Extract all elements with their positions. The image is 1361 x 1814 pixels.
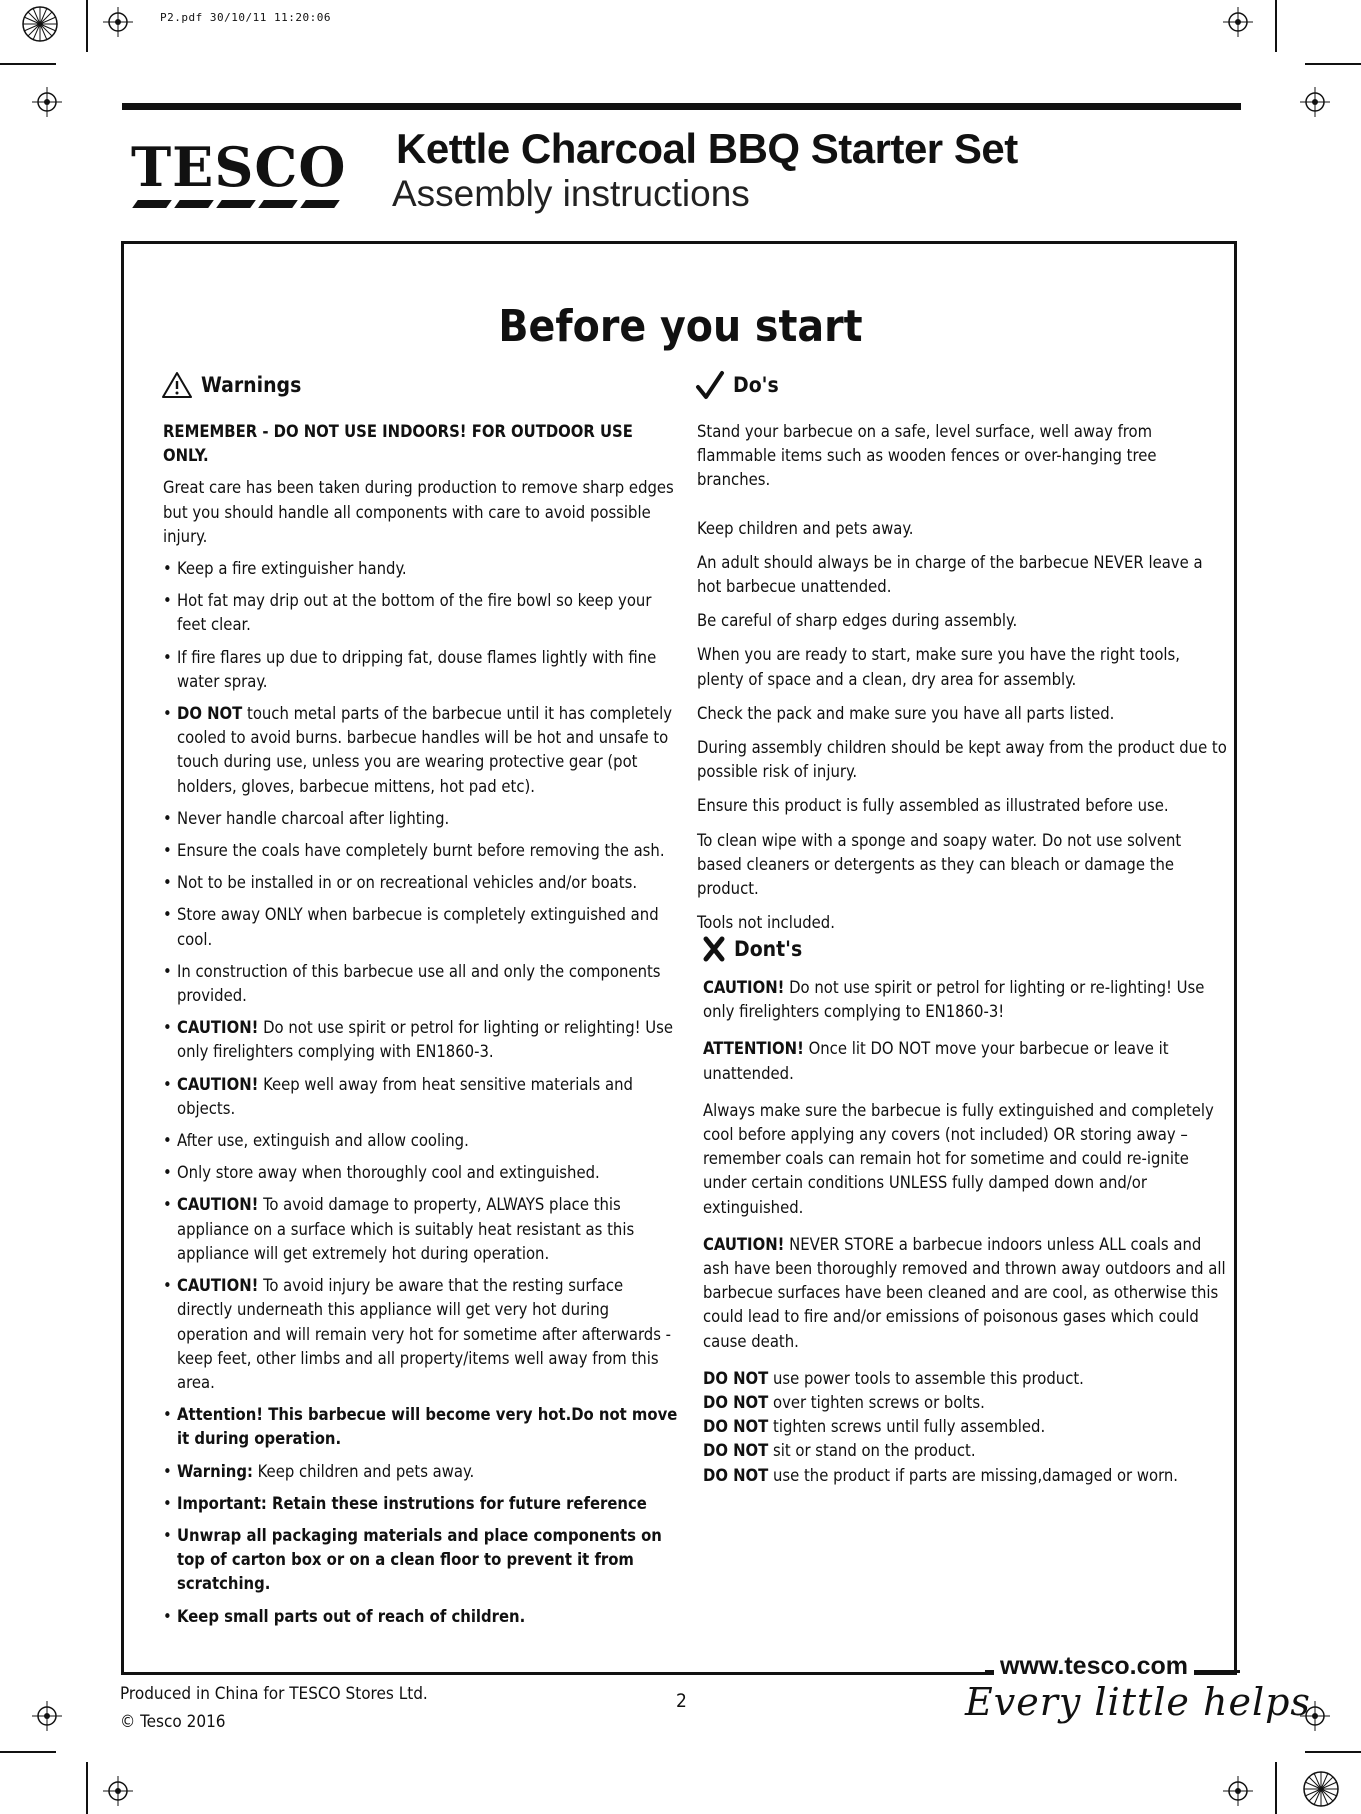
list-item: CAUTION! Do not use spirit or petrol for lighting or re-lighting! Use only firelighters complying to EN1860-3! bbox=[703, 978, 1205, 1022]
crop-mark bbox=[0, 63, 56, 65]
warnings-intro: Great care has been taken during production to remove sharp edges but you should handle all components with care to avoid possible injury. bbox=[163, 478, 674, 546]
list-item: • Ensure the coals have completely burnt before removing the ash. bbox=[163, 839, 683, 863]
list-item: During assembly children should be kept away from the product due to possible risk of injury. bbox=[697, 738, 1227, 782]
pdf-print-info: P2.pdf 30/10/11 11:20:06 bbox=[160, 11, 331, 24]
product-title: Kettle Charcoal BBQ Starter Set bbox=[396, 125, 1018, 172]
list-item: Check the pack and make sure you have all parts listed. bbox=[697, 703, 1115, 723]
list-item: • Only store away when thoroughly cool and extinguished. bbox=[163, 1161, 683, 1185]
list-item: Keep children and pets away. bbox=[697, 518, 914, 538]
list-item: • If fire flares up due to dripping fat, douse flames lightly with fine water spray. bbox=[163, 646, 683, 694]
list-item: • Store away ONLY when barbecue is completely extinguished and cool. bbox=[163, 903, 683, 951]
crosshair-registration-mark bbox=[32, 1701, 62, 1731]
header-rule bbox=[122, 103, 1241, 110]
list-item: • CAUTION! Do not use spirit or petrol for lighting or relighting! Use only firelighters complying with EN1860-3. bbox=[163, 1016, 683, 1064]
warning-triangle-icon bbox=[161, 371, 193, 399]
list-item: • CAUTION! To avoid injury be aware that the resting surface directly underneath this appliance will get very hot during operation and will remain very hot for sometime after afterwards - keep feet, other limbs and all property/items well away from this area. bbox=[163, 1274, 683, 1395]
warnings-list bbox=[163, 557, 683, 1629]
crosshair-registration-mark bbox=[103, 7, 133, 37]
list-item: • Unwrap all packaging materials and place components on top of carton box or on a clean floor to prevent it from scratching. bbox=[163, 1524, 683, 1597]
list-item: • CAUTION! Keep well away from heat sensitive materials and objects. bbox=[163, 1073, 683, 1121]
brand-tagline: Every little helps bbox=[965, 1680, 1311, 1724]
warnings-heading bbox=[161, 371, 301, 399]
produced-in-text: Produced in China for TESCO Stores Ltd. bbox=[120, 1684, 428, 1704]
crop-mark bbox=[86, 1762, 88, 1814]
list-item: • In construction of this barbecue use all and only the components provided. bbox=[163, 960, 683, 1008]
dos-heading bbox=[695, 370, 779, 400]
list-item: DO NOT over tighten screws or bolts. bbox=[703, 1393, 985, 1413]
list-item: • Never handle charcoal after lighting. bbox=[163, 807, 683, 831]
list-item: Be careful of sharp edges during assembly. bbox=[697, 611, 1018, 631]
copyright-text: © Tesco 2016 bbox=[120, 1712, 226, 1732]
crop-mark bbox=[1305, 1751, 1361, 1753]
starburst-registration-mark bbox=[22, 6, 58, 42]
list-item: Tools not included. bbox=[697, 913, 835, 933]
page-number: 2 bbox=[676, 1690, 687, 1712]
list-item: When you are ready to start, make sure you have the right tools, plenty of space and a clean, dry area for assembly. bbox=[697, 645, 1180, 689]
list-item: • CAUTION! To avoid damage to property, ALWAYS place this appliance on a surface which is suitably heat resistant as this appliance will get extremely hot during operation. bbox=[163, 1193, 683, 1266]
dos-heading-label: Do's bbox=[733, 373, 779, 397]
crop-mark bbox=[1305, 63, 1361, 65]
list-item: Ensure this product is fully assembled as illustrated before use. bbox=[697, 796, 1169, 816]
list-item: • Attention! This barbecue will become very hot.Do not move it during operation. bbox=[163, 1403, 683, 1451]
crop-mark bbox=[1275, 1762, 1277, 1814]
list-item: • Important: Retain these instrutions for future reference bbox=[163, 1492, 683, 1516]
list-item: Always make sure the barbecue is fully extinguished and completely cool before applying any covers (not included) OR storing away – remember coals can remain hot for sometime and could re-ignite under certain conditions UNLESS fully damped down and/or extinguished. bbox=[703, 1100, 1214, 1217]
starburst-registration-mark bbox=[1303, 1771, 1339, 1807]
crosshair-registration-mark bbox=[103, 1776, 133, 1806]
list-item: • Keep a fire extinguisher handy. bbox=[163, 557, 683, 581]
list-item: DO NOT use power tools to assemble this product. bbox=[703, 1368, 1084, 1388]
logo-stripes bbox=[131, 200, 351, 208]
warnings-heading-label: Warnings bbox=[201, 373, 302, 397]
tesco-logo bbox=[131, 135, 351, 208]
list-item: • Not to be installed in or on recreational vehicles and/or boats. bbox=[163, 871, 683, 895]
website-link[interactable]: www.tesco.com bbox=[994, 1651, 1194, 1681]
list-item: DO NOT sit or stand on the product. bbox=[703, 1441, 976, 1461]
list-item: • Warning: Keep children and pets away. bbox=[163, 1460, 683, 1484]
list-item: • DO NOT touch metal parts of the barbecue until it has completely cooled to avoid burns. barbecue handles will be hot and unsafe to touch during use, unless you are wearing protective gear (pot holders, gloves, barbecue mittens, hot pad etc). bbox=[163, 702, 683, 799]
crosshair-registration-mark bbox=[1223, 1776, 1253, 1806]
section-title: Before you start bbox=[498, 301, 863, 352]
list-item: CAUTION! NEVER STORE a barbecue indoors unless ALL coals and ash have been thoroughly removed and thrown away outdoors and all barbecue surfaces have been cleaned and are cool, as otherwise this could lead to fire and/or emissions of poisonous gases which could cause death. bbox=[703, 1234, 1226, 1351]
list-item: Stand your barbecue on a safe, level surface, well away from flammable items such as wooden fences or over-hanging tree branches. bbox=[697, 422, 1157, 490]
dos-column bbox=[697, 420, 1227, 945]
crop-mark bbox=[0, 1751, 56, 1753]
list-item: An adult should always be in charge of the barbecue NEVER leave a hot barbecue unattended. bbox=[697, 552, 1203, 597]
list-item: ATTENTION! Once lit DO NOT move your barbecue or leave it unattended. bbox=[703, 1039, 1169, 1083]
list-item: To clean wipe with a sponge and soapy water. Do not use solvent based cleaners or detergents as they can bleach or damage the product. bbox=[697, 830, 1182, 899]
crop-mark bbox=[1275, 0, 1277, 52]
warnings-column bbox=[163, 420, 683, 1637]
crop-mark bbox=[86, 0, 88, 52]
check-mark-icon bbox=[695, 370, 725, 400]
donts-heading-label: Dont's bbox=[734, 937, 803, 961]
manufacturer-info bbox=[120, 1680, 428, 1736]
list-item: DO NOT tighten screws until fully assembled. bbox=[703, 1417, 1046, 1437]
list-item: • Hot fat may drip out at the bottom of the fire bowl so keep your feet clear. bbox=[163, 589, 683, 637]
crosshair-registration-mark bbox=[1223, 7, 1253, 37]
outdoor-use-notice: REMEMBER - DO NOT USE INDOORS! FOR OUTDOOR USE ONLY. bbox=[163, 422, 633, 466]
crosshair-registration-mark bbox=[1300, 87, 1330, 117]
list-item: • After use, extinguish and allow cooling. bbox=[163, 1129, 683, 1153]
logo-wordmark: TESCO bbox=[131, 135, 347, 199]
document-subtitle: Assembly instructions bbox=[392, 173, 750, 214]
crosshair-registration-mark bbox=[32, 87, 62, 117]
donts-column bbox=[703, 976, 1228, 1488]
list-item: DO NOT use the product if parts are missing,damaged or worn. bbox=[703, 1465, 1179, 1485]
list-item: • Keep small parts out of reach of children. bbox=[163, 1605, 683, 1629]
